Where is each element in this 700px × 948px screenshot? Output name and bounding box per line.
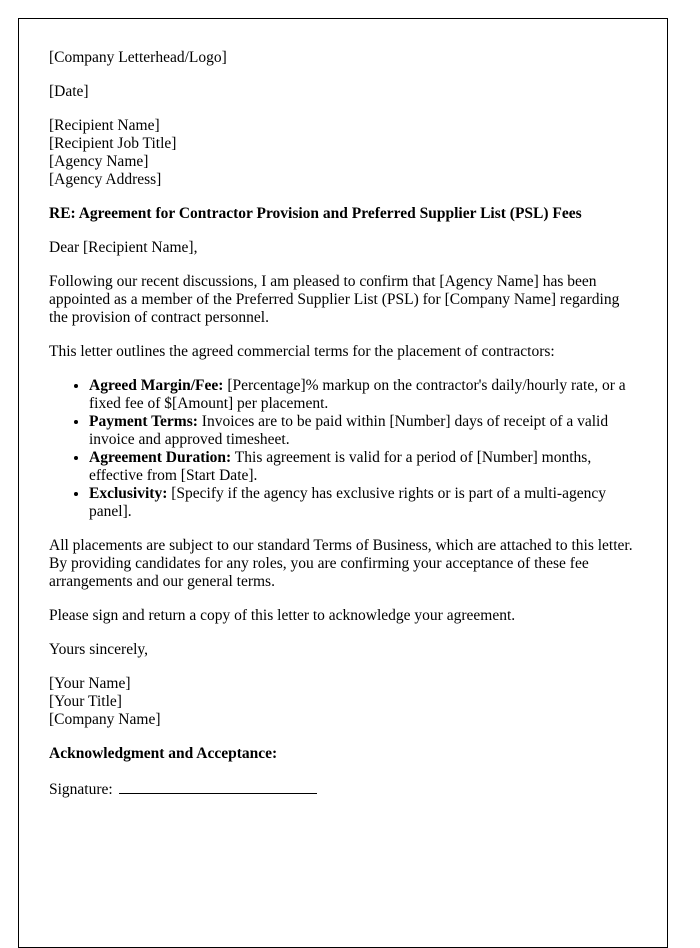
- recipient-address-block: [49, 117, 633, 189]
- term-agreed-margin-fee: [89, 377, 633, 413]
- term-label: Agreed Margin/Fee:: [89, 377, 224, 394]
- sender-name-line: [Your Name]: [49, 675, 131, 692]
- date-line: [Date]: [49, 83, 89, 100]
- term-text: [Specify if the agency has exclusive rights or is part of a multi-agency panel].: [89, 485, 606, 520]
- term-label: Payment Terms:: [89, 413, 198, 430]
- term-text: Invoices are to be paid within [Number] days of receipt of a valid invoice and approved timesheet.: [89, 413, 609, 448]
- closing-line: Yours sincerely,: [49, 641, 149, 658]
- term-payment-terms: [89, 413, 633, 449]
- sender-title-line: [Your Title]: [49, 693, 122, 710]
- agency-address-line: [Agency Address]: [49, 171, 162, 188]
- recipient-job-title-line: [Recipient Job Title]: [49, 135, 177, 152]
- signature-line: [119, 779, 317, 794]
- sender-company-line: [Company Name]: [49, 711, 161, 728]
- subject-line: RE: Agreement for Contractor Provision and Preferred Supplier List (PSL) Fees: [49, 205, 582, 222]
- letterhead-placeholder: [Company Letterhead/Logo]: [49, 49, 227, 66]
- term-exclusivity: [89, 485, 633, 521]
- commercial-terms-list: [49, 377, 633, 521]
- agency-name-line: [Agency Name]: [49, 153, 149, 170]
- recipient-name-line: [Recipient Name]: [49, 117, 160, 134]
- sender-signature-block: [49, 675, 633, 729]
- intro-paragraph: Following our recent discussions, I am pleased to confirm that [Agency Name] has been appointed as a member of the Preferred Supplier List (PSL) for [Company Name] regarding the provision of contract personnel.: [49, 273, 620, 326]
- signature-row: [49, 779, 633, 799]
- term-text: [Percentage]% markup on the contractor's daily/hourly rate, or a fixed fee of $[Amount] per placement.: [89, 377, 626, 412]
- acknowledgment-heading: Acknowledgment and Acceptance:: [49, 745, 278, 762]
- letter-page: [18, 18, 668, 948]
- terms-lead-paragraph: This letter outlines the agreed commercial terms for the placement of contractors:: [49, 343, 555, 360]
- terms-of-business-paragraph: All placements are subject to our standard Terms of Business, which are attached to this letter. By providing candidates for any roles, you are confirming your acceptance of these fee arrangements and our general terms.: [49, 537, 633, 590]
- term-label: Exclusivity:: [89, 485, 168, 502]
- term-text: This agreement is valid for a period of [Number] months, effective from [Start Date].: [89, 449, 592, 484]
- signature-label: Signature:: [49, 781, 113, 798]
- term-agreement-duration: [89, 449, 633, 485]
- salutation: Dear [Recipient Name],: [49, 239, 198, 256]
- sign-return-paragraph: Please sign and return a copy of this letter to acknowledge your agreement.: [49, 607, 516, 624]
- term-label: Agreement Duration:: [89, 449, 232, 466]
